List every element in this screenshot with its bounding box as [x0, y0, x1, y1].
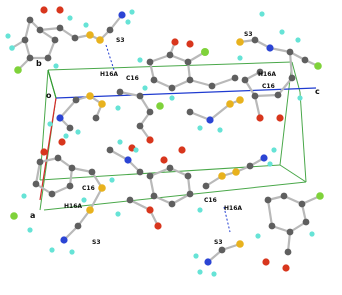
oxygen-atom [276, 114, 283, 121]
carbon-atom [52, 37, 59, 44]
hydrogen-atom [279, 29, 284, 34]
oxygen-atom [160, 156, 167, 163]
hydrogen-atom [295, 37, 300, 42]
hydrogen-atom [237, 55, 242, 60]
carbon-atom [275, 92, 282, 99]
carbon-atom [151, 193, 158, 200]
hydrogen-atom [5, 33, 10, 38]
carbon-atom [187, 191, 194, 198]
molecule-lower-left [10, 138, 114, 254]
carbon-atom [247, 163, 254, 170]
hydrogen-atom [255, 233, 260, 238]
molecule-middle-center [117, 89, 244, 152]
hydrogen-atom [115, 105, 120, 110]
bond [190, 80, 212, 86]
hydrogen-atom [53, 63, 58, 68]
atom-label: S3 [214, 239, 223, 246]
hydrogen-atom [63, 133, 68, 138]
hydrogen-atom [9, 45, 15, 51]
carbon-atom [137, 93, 144, 100]
oxygen-atom [146, 136, 153, 143]
carbon-atom [147, 109, 154, 116]
chlorine-atom [316, 192, 324, 200]
carbon-atom [169, 85, 176, 92]
carbon-atom [299, 201, 306, 208]
hydrogen-atom [83, 22, 88, 27]
carbon-atom [302, 57, 309, 64]
carbon-atom [27, 17, 34, 24]
nitrogen-atom [124, 156, 131, 163]
molecule-top-right [236, 11, 322, 121]
carbon-atom [117, 89, 124, 96]
hydrogen-atom [125, 19, 130, 24]
carbon-atom [203, 183, 210, 190]
hydrogen-atom [129, 9, 134, 14]
hydrogen-atom [133, 147, 138, 152]
carbon-atom [37, 159, 44, 166]
hydrogen-atom [109, 177, 114, 182]
sulfur-atom [86, 31, 94, 39]
hydrogen-atom [271, 147, 276, 152]
carbon-atom [107, 27, 114, 34]
carbon-atom [167, 165, 174, 172]
chlorine-atom [14, 66, 22, 74]
atom-label: H16A [64, 203, 83, 210]
oxygen-atom [154, 222, 161, 229]
sulfur-atom [86, 92, 94, 100]
oxygen-atom [56, 6, 63, 13]
atom-label: S3 [244, 31, 253, 38]
oxygen-atom [256, 114, 263, 121]
nitrogen-atom [206, 116, 213, 123]
hydrogen-atom [75, 129, 80, 134]
carbon-atom [57, 25, 64, 32]
hydrogen-atom [67, 15, 72, 20]
atom-label: H16A [100, 71, 119, 78]
carbon-atom [45, 55, 52, 62]
carbon-atom [127, 197, 134, 204]
sulfur-atom [236, 38, 244, 46]
carbon-atom [185, 173, 192, 180]
sulfur-atom [218, 172, 226, 180]
carbon-atom [89, 169, 96, 176]
oxygen-atom [262, 258, 269, 265]
oxygen-atom [186, 40, 193, 47]
carbon-atom [137, 123, 144, 130]
chlorine-atom [201, 48, 209, 56]
oxygen-atom [58, 138, 65, 145]
hydrogen-atom [27, 227, 32, 232]
hydrogen-atom [69, 249, 74, 254]
hydrogen-bond-contact [106, 45, 114, 70]
hydrogen-atom [142, 85, 147, 90]
carbon-atom [187, 77, 194, 84]
nitrogen-atom [266, 44, 273, 51]
axis-label-c: c [315, 87, 320, 96]
atom-label: S3 [116, 37, 125, 44]
sulfur-atom [226, 100, 234, 108]
carbon-atom [289, 75, 296, 82]
axis-label-b: b [36, 59, 42, 68]
molecule-middle-left [47, 92, 120, 138]
sulfur-atom [232, 168, 240, 176]
atom-label: S3 [92, 239, 101, 246]
carbon-atom [209, 83, 216, 90]
carbon-atom [49, 191, 56, 198]
atom-label: C16 [82, 185, 95, 192]
chlorine-atom [314, 62, 322, 70]
nitrogen-atom [204, 258, 211, 265]
carbon-atom [75, 223, 82, 230]
cell-edge [48, 62, 292, 70]
carbon-atom [67, 125, 74, 132]
bond [268, 200, 272, 226]
carbon-atom [169, 201, 176, 208]
cell-edge [280, 165, 306, 182]
oxygen-atom [146, 206, 153, 213]
carbon-atom [93, 115, 100, 122]
carbon-atom [269, 223, 276, 230]
bond [210, 104, 230, 120]
sulfur-atom [86, 206, 94, 214]
hydrogen-atom [259, 11, 264, 16]
nitrogen-atom [260, 154, 267, 161]
hydrogen-atom [169, 95, 174, 100]
hydrogen-atom [217, 127, 222, 132]
carbon-atom [27, 55, 34, 62]
carbon-atom [281, 193, 288, 200]
hydrogen-atom [267, 161, 272, 166]
atom-label: C16 [126, 75, 139, 82]
atom-label: H16A [224, 205, 243, 212]
oxygen-atom [171, 38, 178, 45]
hydrogen-atom [81, 197, 86, 202]
bond [212, 78, 235, 86]
carbon-atom [219, 247, 226, 254]
atom-label: C16 [262, 83, 275, 90]
hydrogen-atom [197, 125, 202, 130]
hydrogen-atom [297, 95, 302, 100]
hydrogen-atom [117, 139, 122, 144]
carbon-atom [67, 183, 74, 190]
carbon-atom [187, 109, 194, 116]
carbon-atom [252, 37, 259, 44]
carbon-atom [167, 52, 174, 59]
carbon-atom [137, 169, 144, 176]
carbon-atom [303, 219, 310, 226]
sulfur-atom [96, 36, 104, 44]
nitrogen-atom [56, 114, 63, 121]
axis-label-a: a [30, 211, 36, 220]
carbon-atom [242, 77, 249, 84]
sulfur-atom [236, 96, 244, 104]
carbon-atom [147, 59, 154, 66]
cell-edge [300, 92, 306, 182]
nitrogen-atom [60, 236, 67, 243]
carbon-atom [33, 181, 40, 188]
atom-label: H16A [258, 71, 277, 78]
bond [255, 95, 278, 96]
sulfur-atom [98, 184, 106, 192]
hydrogen-atom [197, 207, 202, 212]
carbon-atom [22, 37, 29, 44]
carbon-atom [107, 147, 114, 154]
carbon-atom [285, 249, 292, 256]
hydrogen-atom [193, 253, 198, 258]
hydrogen-atom [47, 121, 52, 126]
carbon-atom [151, 77, 158, 84]
oxygen-atom [178, 146, 185, 153]
carbon-atom [37, 27, 44, 34]
carbon-atom [252, 93, 259, 100]
oxygen-atom [40, 6, 47, 13]
axis-label-origin: o [46, 91, 52, 100]
carbon-atom [73, 97, 80, 104]
hydrogen-atom [309, 231, 314, 236]
carbon-atom [287, 229, 294, 236]
hydrogen-atom [197, 269, 202, 274]
hydrogen-atom [137, 57, 142, 62]
chlorine-atom [10, 212, 18, 220]
carbon-atom [265, 197, 272, 204]
carbon-atom [147, 173, 154, 180]
oxygen-atom [40, 148, 47, 155]
carbon-atom [69, 165, 76, 172]
hydrogen-atom [211, 271, 216, 276]
sulfur-atom [98, 100, 106, 108]
carbon-atom [232, 75, 239, 82]
sulfur-atom [236, 240, 244, 248]
atom-label: C16 [204, 197, 217, 204]
carbon-atom [185, 59, 192, 66]
hydrogen-atom [21, 193, 26, 198]
hydrogen-atom [115, 211, 120, 216]
nitrogen-atom [118, 11, 125, 18]
carbon-atom [287, 49, 294, 56]
hydrogen-atom [49, 247, 54, 252]
carbon-atom [72, 35, 79, 42]
carbon-atom [55, 155, 62, 162]
chlorine-atom [156, 102, 164, 110]
oxygen-atom [282, 264, 289, 271]
molecule-lower-center [107, 139, 203, 229]
bond [60, 100, 76, 118]
